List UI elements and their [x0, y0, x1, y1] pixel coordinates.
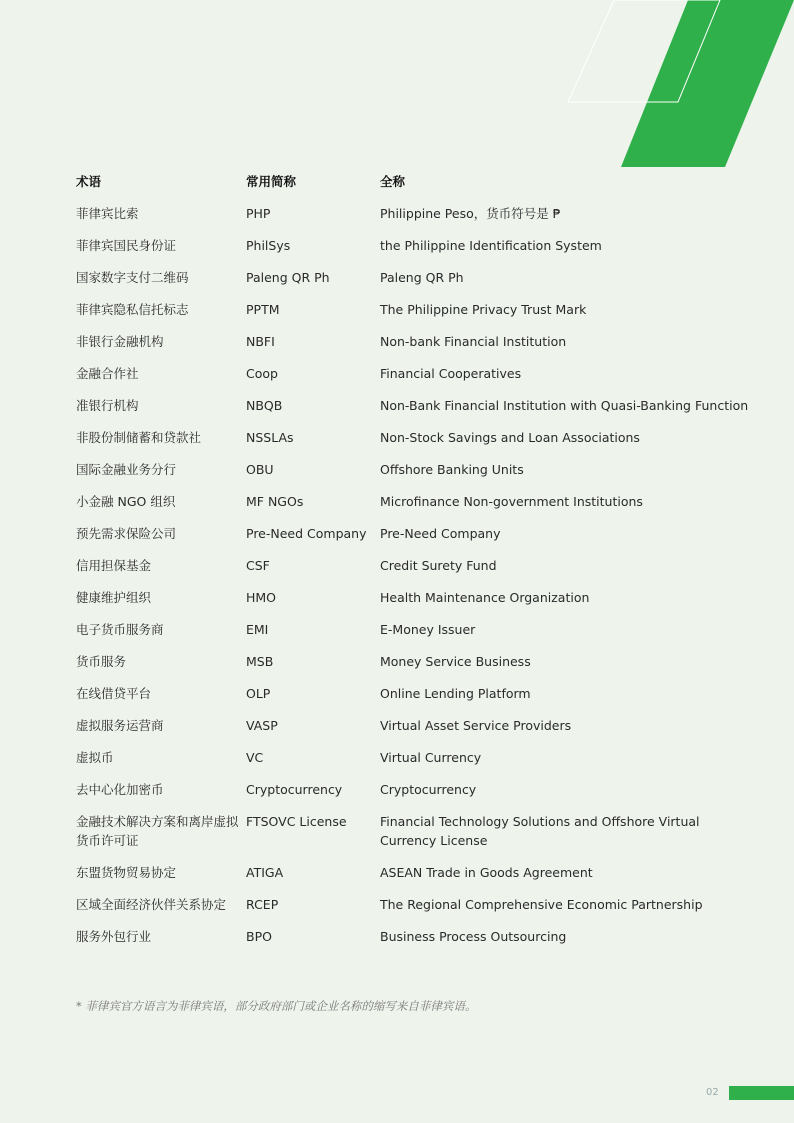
- glossary-table: [76, 172, 756, 959]
- abbr-cell: Pre-Need Company: [246, 526, 367, 541]
- abbr-cell: NBQB: [246, 398, 283, 413]
- table-row: [76, 428, 756, 460]
- abbr-cell: ATIGA: [246, 865, 284, 880]
- abbr-cell: PhilSys: [246, 238, 291, 253]
- table-row: [76, 492, 756, 524]
- full-name-cell: Paleng QR Ph: [380, 270, 464, 285]
- abbr-cell: MF NGOs: [246, 494, 304, 509]
- abbr-cell: EMI: [246, 622, 269, 637]
- green-parallelogram: [621, 0, 794, 167]
- abbr-cell: VC: [246, 750, 264, 765]
- full-name-cell: Credit Surety Fund: [380, 558, 497, 573]
- full-name-cell: Non-Stock Savings and Loan Associations: [380, 430, 640, 445]
- full-name-cell: Pre-Need Company: [380, 526, 501, 541]
- page-accent-bar: [729, 1086, 794, 1100]
- full-name-cell: Virtual Currency: [380, 750, 482, 765]
- full-name-cell: The Philippine Privacy Trust Mark: [380, 302, 587, 317]
- abbr-cell: BPO: [246, 929, 272, 944]
- term-cell: 国家数字支付二维码: [76, 270, 189, 285]
- term-cell: 区域全面经济伙伴关系协定: [76, 897, 227, 912]
- full-name-cell: Online Lending Platform: [380, 686, 531, 701]
- table-row: [76, 812, 756, 863]
- abbr-cell: Paleng QR Ph: [246, 270, 330, 285]
- table-row: [76, 204, 756, 236]
- table-row: [76, 588, 756, 620]
- footnote: * 菲律宾官方语言为菲律宾语，部分政府部门或企业名称的缩写来自菲律宾语。: [76, 999, 477, 1013]
- full-name-cell: Microfinance Non-government Institutions: [380, 494, 643, 509]
- full-name-cell: ASEAN Trade in Goods Agreement: [380, 865, 593, 880]
- table-row: [76, 396, 756, 428]
- abbr-cell: MSB: [246, 654, 274, 669]
- table-row: [76, 780, 756, 812]
- table-row: [76, 927, 756, 959]
- abbr-cell: Cryptocurrency: [246, 782, 343, 797]
- table-row: [76, 300, 756, 332]
- table-row: [76, 895, 756, 927]
- abbr-cell: NBFI: [246, 334, 275, 349]
- abbr-cell: PHP: [246, 206, 271, 221]
- header-term: 术语: [76, 174, 102, 189]
- full-name-cell: Financial Cooperatives: [380, 366, 522, 381]
- term-cell: 准银行机构: [76, 398, 139, 413]
- header-full: 全称: [380, 174, 406, 189]
- abbr-cell: RCEP: [246, 897, 279, 912]
- term-cell: 电子货币服务商: [76, 622, 164, 637]
- table-header: [76, 172, 756, 204]
- table-row: [76, 460, 756, 492]
- table-row: [76, 652, 756, 684]
- term-cell: 小金融 NGO 组织: [76, 494, 176, 509]
- term-cell: 预先需求保险公司: [76, 526, 177, 541]
- term-cell: 非银行金融机构: [76, 334, 164, 349]
- abbr-cell: FTSOVC License: [246, 814, 347, 829]
- term-cell: 非股份制储蓄和贷款社: [76, 430, 202, 445]
- term-cell: 去中心化加密币: [76, 782, 164, 797]
- table-row: [76, 863, 756, 895]
- full-name-cell: Money Service Business: [380, 654, 531, 669]
- table-row: [76, 556, 756, 588]
- full-name-cell: Cryptocurrency: [380, 782, 477, 797]
- table-row: [76, 524, 756, 556]
- abbr-cell: Coop: [246, 366, 278, 381]
- term-cell: 服务外包行业: [76, 929, 152, 944]
- table-row: [76, 236, 756, 268]
- table-row: [76, 748, 756, 780]
- table-row: [76, 716, 756, 748]
- abbr-cell: OLP: [246, 686, 271, 701]
- table-row: [76, 684, 756, 716]
- full-name-cell: Virtual Asset Service Providers: [380, 718, 572, 733]
- term-cell: 虚拟币: [76, 750, 114, 765]
- corner-decoration: [0, 0, 794, 170]
- header-abbr: 常用简称: [246, 174, 297, 189]
- term-cell: 菲律宾国民身份证: [76, 238, 177, 253]
- full-name-cell: The Regional Comprehensive Economic Partnership: [380, 897, 703, 912]
- abbr-cell: PPTM: [246, 302, 280, 317]
- table-row: [76, 620, 756, 652]
- term-cell: 国际金融业务分行: [76, 462, 177, 477]
- full-name-cell: Financial Technology Solutions and Offshore Virtual Currency License: [380, 814, 700, 848]
- full-name-cell: Non-bank Financial Institution: [380, 334, 567, 349]
- term-cell: 金融技术解决方案和离岸虚拟货币许可证: [76, 814, 239, 848]
- full-name-cell: Health Maintenance Organization: [380, 590, 590, 605]
- abbr-cell: OBU: [246, 462, 274, 477]
- term-cell: 在线借贷平台: [76, 686, 152, 701]
- term-cell: 虚拟服务运营商: [76, 718, 164, 733]
- table-row: [76, 268, 756, 300]
- full-name-cell: the Philippine Identification System: [380, 238, 602, 253]
- table-row: [76, 364, 756, 396]
- term-cell: 健康维护组织: [76, 590, 152, 605]
- term-cell: 菲律宾比索: [76, 206, 139, 221]
- abbr-cell: HMO: [246, 590, 277, 605]
- abbr-cell: VASP: [246, 718, 278, 733]
- full-name-cell: Philippine Peso，货币符号是 ₱: [380, 206, 561, 221]
- full-name-cell: Offshore Banking Units: [380, 462, 524, 477]
- term-cell: 菲律宾隐私信托标志: [76, 302, 189, 317]
- term-cell: 信用担保基金: [76, 558, 152, 573]
- full-name-cell: Non-Bank Financial Institution with Quasi-Banking Function: [380, 398, 749, 413]
- term-cell: 金融合作社: [76, 366, 139, 381]
- abbr-cell: CSF: [246, 558, 270, 573]
- table-row: [76, 332, 756, 364]
- full-name-cell: E-Money Issuer: [380, 622, 476, 637]
- term-cell: 东盟货物贸易协定: [76, 865, 177, 880]
- full-name-cell: Business Process Outsourcing: [380, 929, 567, 944]
- abbr-cell: NSSLAs: [246, 430, 294, 445]
- page-number: 02: [706, 1087, 719, 1098]
- term-cell: 货币服务: [76, 654, 127, 669]
